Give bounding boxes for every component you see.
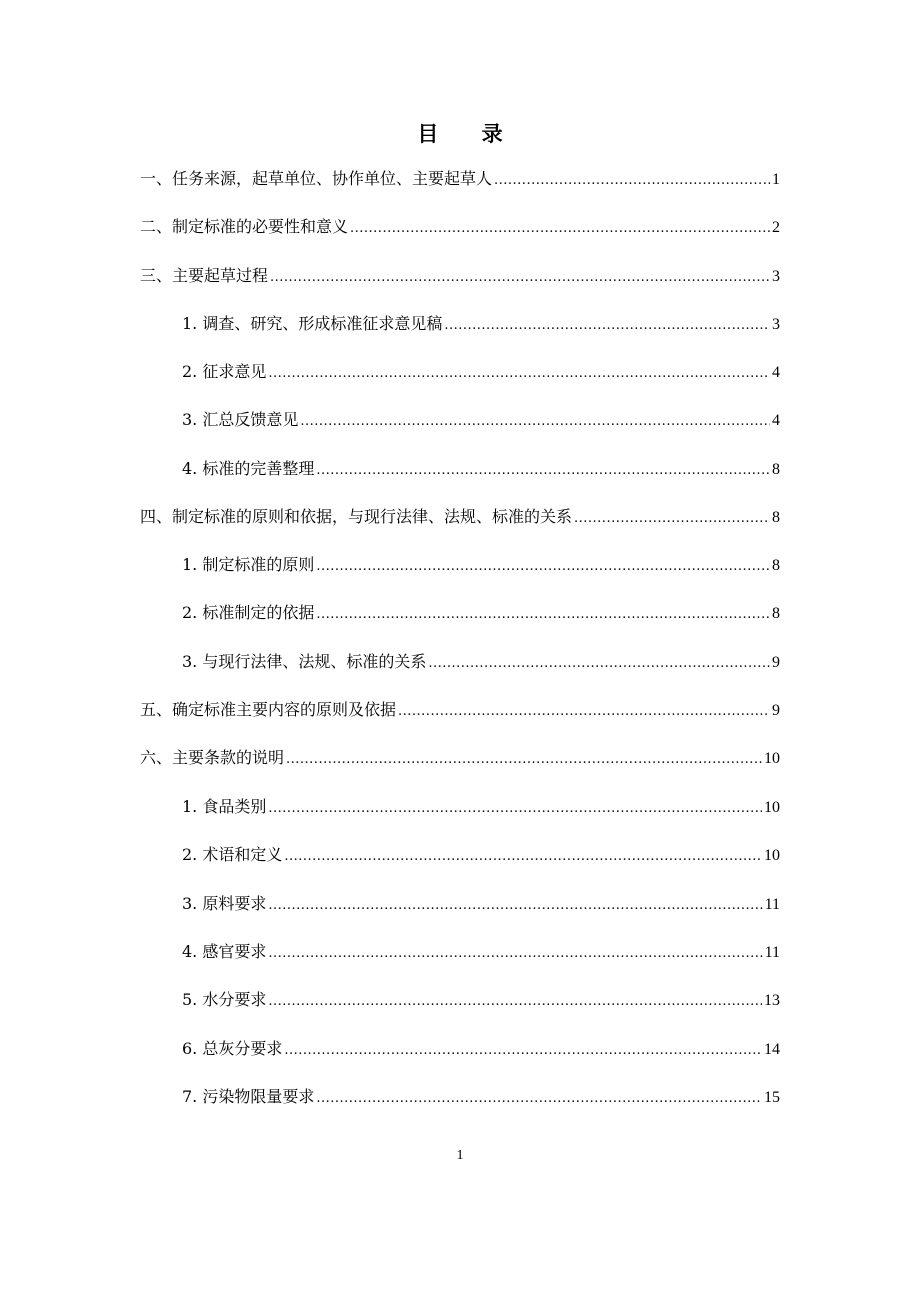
toc-title: 目 录 (417, 121, 521, 146)
dot-leader (574, 505, 770, 529)
toc-entry[interactable] (140, 264, 780, 288)
toc-entry-label: 六、主要条款的说明 (140, 748, 285, 767)
dot-leader (268, 795, 762, 819)
toc-entry[interactable] (182, 1037, 780, 1061)
toc-entry[interactable] (182, 553, 780, 577)
toc-entry-label: 4. 标准的完善整理 (182, 459, 315, 478)
toc-entry[interactable] (182, 650, 780, 674)
toc-entry[interactable] (140, 505, 780, 529)
dot-leader (350, 215, 770, 239)
toc-entry[interactable] (140, 698, 780, 722)
toc-entry-label: 3. 原料要求 (182, 894, 267, 913)
toc-entry[interactable] (182, 892, 780, 916)
toc-entry[interactable] (182, 360, 780, 384)
toc-entry-page: 11 (764, 896, 780, 913)
toc-entry-label: 1. 制定标准的原则 (182, 555, 315, 574)
toc-entry-page: 3 (772, 268, 780, 285)
toc-entry-label: 4. 感官要求 (182, 942, 267, 961)
dot-leader (268, 892, 762, 916)
toc-entry[interactable] (182, 795, 780, 819)
page-number: 1 (456, 1148, 464, 1163)
dot-leader (284, 843, 762, 867)
toc-entry-label: 三、主要起草过程 (140, 266, 269, 285)
toc-entry-page: 8 (772, 605, 780, 622)
toc-entry-label: 5. 水分要求 (182, 990, 267, 1009)
toc-entry-page: 4 (772, 412, 780, 429)
toc-entry-label: 2. 征求意见 (182, 362, 267, 381)
toc-entry-label: 五、确定标准主要内容的原则及依据 (140, 700, 397, 719)
dot-leader (300, 408, 770, 432)
toc-entry[interactable] (140, 167, 780, 191)
toc-entry-page: 14 (764, 1041, 780, 1058)
toc-entry[interactable] (182, 1085, 780, 1109)
dot-leader (268, 360, 770, 384)
toc-entry-label: 3. 汇总反馈意见 (182, 410, 299, 429)
toc-entry[interactable] (182, 312, 780, 336)
toc-entry[interactable] (182, 988, 780, 1012)
toc-entry-label: 1. 调查、研究、形成标准征求意见稿 (182, 314, 443, 333)
toc-entry[interactable] (182, 408, 780, 432)
toc-entry-page: 15 (764, 1089, 780, 1106)
toc-entry-page: 3 (772, 316, 780, 333)
toc-entry-page: 9 (772, 702, 780, 719)
dot-leader (398, 698, 770, 722)
toc-entry[interactable] (182, 457, 780, 481)
dot-leader (268, 988, 762, 1012)
dot-leader (428, 650, 770, 674)
toc-entry-label: 1. 食品类别 (182, 797, 267, 816)
dot-leader (494, 167, 770, 191)
toc-entry[interactable] (182, 601, 780, 625)
toc-entry-page: 2 (772, 219, 780, 236)
toc-entry-page: 10 (764, 799, 780, 816)
dot-leader (444, 312, 770, 336)
toc-entry-page: 13 (764, 992, 780, 1009)
toc-entry[interactable] (140, 215, 780, 239)
toc-entry-label: 2. 术语和定义 (182, 845, 283, 864)
toc-entry[interactable] (182, 940, 780, 964)
toc-entry-page: 1 (772, 171, 780, 188)
dot-leader (316, 601, 770, 625)
toc-entry-page: 8 (772, 461, 780, 478)
toc-entry-page: 10 (764, 750, 780, 767)
toc-entry-page: 8 (772, 509, 780, 526)
dot-leader (316, 1085, 762, 1109)
toc-entry[interactable] (182, 843, 780, 867)
dot-leader (316, 457, 770, 481)
toc-entry-label: 6. 总灰分要求 (182, 1039, 283, 1058)
dot-leader (268, 940, 762, 964)
toc-entry-page: 8 (772, 557, 780, 574)
toc-entry-label: 2. 标准制定的依据 (182, 603, 315, 622)
dot-leader (270, 264, 770, 288)
toc-entry-label: 7. 污染物限量要求 (182, 1087, 315, 1106)
dot-leader (316, 553, 770, 577)
toc-entry-label: 四、制定标准的原则和依据，与现行法律、法规、标准的关系 (140, 507, 573, 526)
toc-entry-label: 二、制定标准的必要性和意义 (140, 217, 349, 236)
toc-entry-label: 一、任务来源，起草单位、协作单位、主要起草人 (140, 169, 493, 188)
dot-leader (286, 746, 762, 770)
toc-entry[interactable] (140, 746, 780, 770)
toc-entry-page: 9 (772, 654, 780, 671)
toc-entry-label: 3. 与现行法律、法规、标准的关系 (182, 652, 427, 671)
toc-entry-page: 10 (764, 847, 780, 864)
dot-leader (284, 1037, 762, 1061)
toc-entry-page: 4 (772, 364, 780, 381)
toc-entry-page: 11 (764, 944, 780, 961)
